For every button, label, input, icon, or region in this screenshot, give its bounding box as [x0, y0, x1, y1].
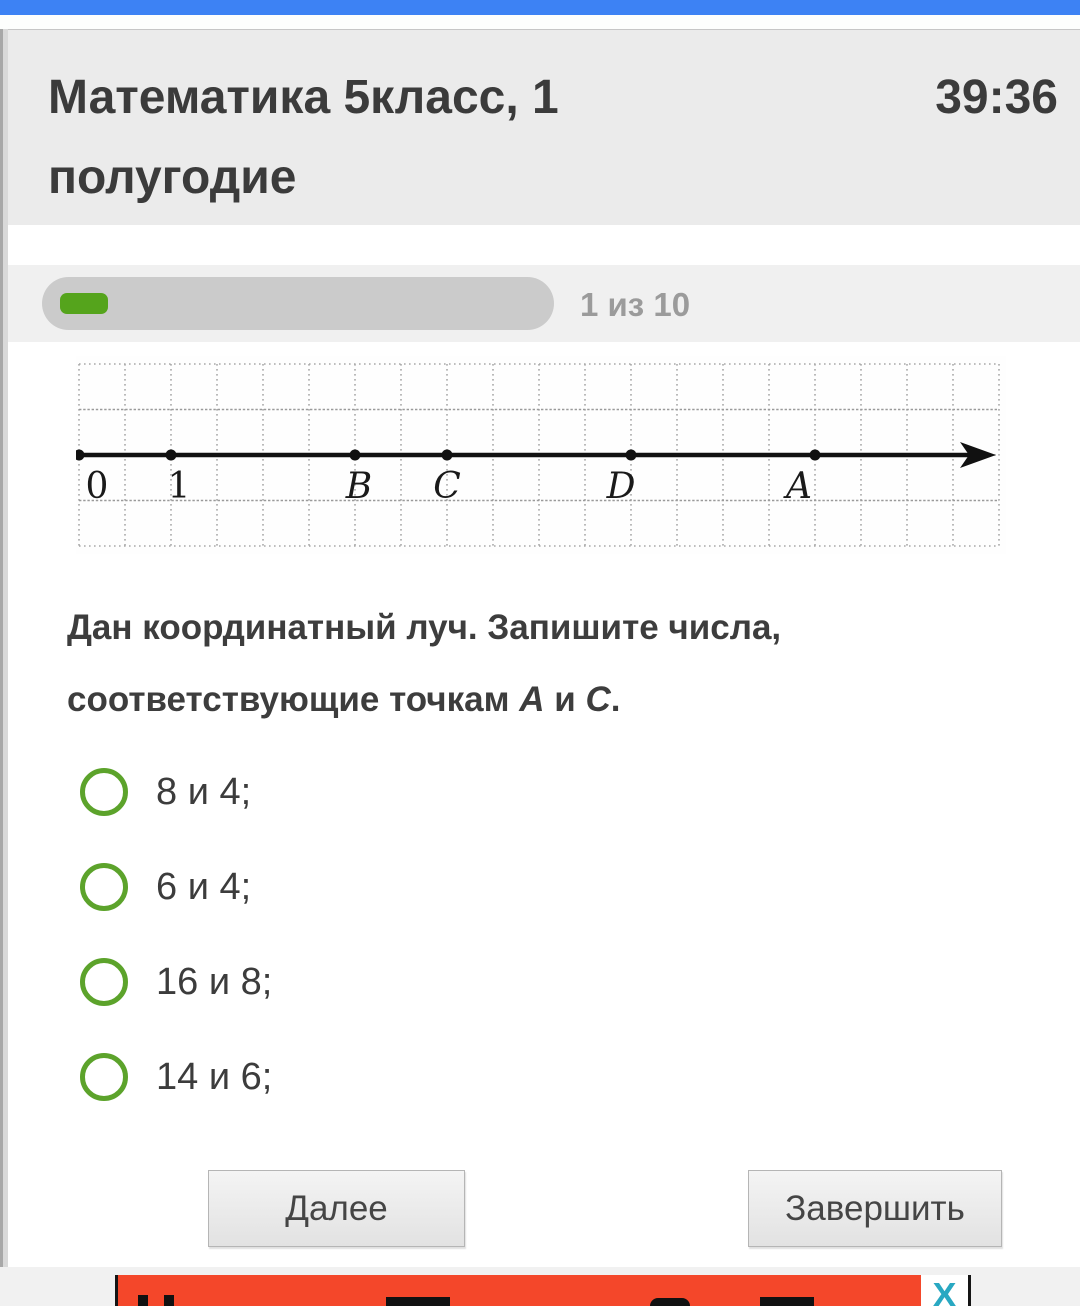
top-gap [0, 15, 1080, 29]
ad-text-fragment [138, 1295, 148, 1306]
coordinate-ray-figure [76, 356, 1006, 554]
answer-option-1[interactable] [80, 768, 272, 816]
progress-bar-track [42, 277, 554, 330]
svg-text:D: D [606, 466, 636, 507]
answer-option-label: 16 и 8; [156, 960, 273, 1003]
ad-text-fragment [164, 1295, 174, 1306]
question-point-c: С [585, 680, 611, 719]
answer-option-label: 14 и 6; [156, 1055, 273, 1098]
svg-text:A: A [786, 466, 812, 507]
radio-button-icon[interactable] [80, 768, 128, 816]
ad-close-button[interactable] [921, 1275, 968, 1306]
progress-bar-fill [60, 293, 108, 314]
close-icon: X [932, 1275, 957, 1306]
ad-text-fragment [760, 1297, 814, 1306]
window-left-edge-highlight [3, 29, 8, 1306]
svg-text:C: C [433, 466, 461, 507]
finish-button[interactable]: Завершить [748, 1170, 1002, 1247]
next-button[interactable]: Далее [208, 1170, 465, 1247]
question-line2-prefix: соответствующие точкам [67, 680, 520, 719]
answer-option-3[interactable] [80, 958, 272, 1006]
quiz-header [0, 29, 1080, 225]
ad-strip [0, 1267, 1080, 1306]
question-point-a: А [519, 680, 545, 719]
ad-text-fragment [650, 1298, 690, 1306]
radio-button-icon[interactable] [80, 863, 128, 911]
quiz-title [48, 58, 858, 218]
svg-text:B: B [345, 466, 373, 507]
answer-option-label: 6 и 4; [156, 865, 252, 908]
question-conjunction: и [544, 680, 586, 719]
timer-value: 39:36 [935, 71, 1058, 124]
android-status-bar [0, 0, 1080, 15]
quiz-title-line1: Математика 5класс, 1 [48, 71, 559, 124]
progress-section [8, 265, 1080, 342]
answer-option-2[interactable] [80, 863, 272, 911]
svg-text:1: 1 [167, 466, 191, 507]
radio-button-icon[interactable] [80, 1053, 128, 1101]
radio-button-icon[interactable] [80, 958, 128, 1006]
question-period: . [610, 680, 621, 719]
answer-options [80, 768, 272, 1101]
progress-counter: 1 из 10 [580, 286, 691, 323]
number-line-svg [76, 356, 1006, 554]
question-line1: Дан координатный луч. Запишите числа, [67, 608, 782, 647]
question-text [67, 592, 1027, 736]
answer-option-label: 8 и 4; [156, 770, 252, 813]
svg-text:0: 0 [85, 466, 109, 507]
answer-option-4[interactable] [80, 1053, 272, 1101]
ad-banner[interactable] [115, 1275, 971, 1306]
quiz-title-line2: полугодие [48, 151, 297, 204]
ad-text-fragment [386, 1297, 450, 1306]
